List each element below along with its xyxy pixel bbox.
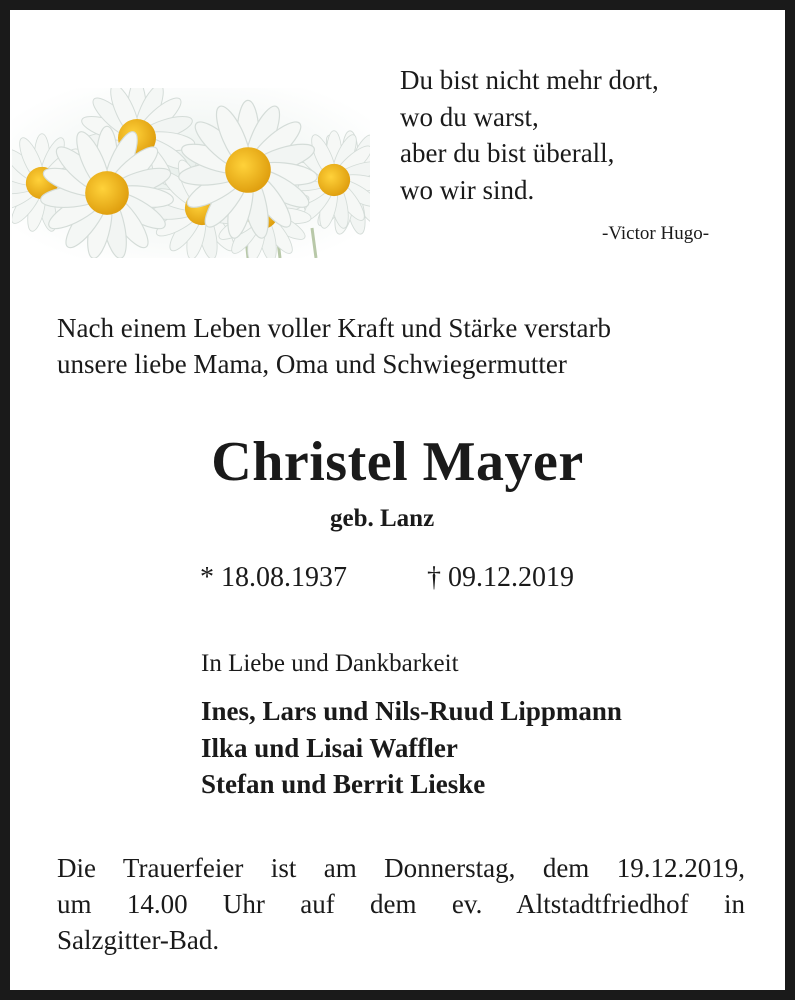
quote-line: aber du bist überall, bbox=[400, 138, 615, 168]
intro-text bbox=[57, 310, 611, 382]
death-date: † 09.12.2019 bbox=[427, 562, 574, 593]
funeral-line: Salzgitter-Bad. bbox=[57, 925, 220, 955]
mourner-name: Ines, Lars und Nils-Ruud Lippmann bbox=[201, 696, 622, 726]
deceased-name: Christel Mayer bbox=[211, 431, 584, 493]
mourners-list bbox=[201, 693, 622, 803]
maiden-name: geb. Lanz bbox=[330, 505, 435, 532]
mourner-name: Ilka und Lisai Waffler bbox=[201, 732, 458, 763]
quote-line: wo du warst, bbox=[400, 101, 539, 132]
birth-date: * 18.08.1937 bbox=[200, 562, 347, 593]
funeral-line: um 14.00 Uhr auf dem ev. Altstadtfriedhof in bbox=[57, 889, 745, 919]
funeral-line: Die Trauerfeier ist am Donnerstag, dem 19.12.2019, bbox=[57, 853, 745, 883]
intro-line: Nach einem Leben voller Kraft und Stärke verstarb bbox=[57, 313, 612, 343]
mourners-heading: In Liebe und Dankbarkeit bbox=[201, 650, 459, 677]
quote bbox=[400, 62, 659, 208]
quote-author: -Victor Hugo- bbox=[602, 223, 710, 244]
quote-line: wo wir sind. bbox=[400, 174, 535, 205]
mourner-name: Stefan und Berrit Lieske bbox=[201, 769, 486, 799]
funeral-info bbox=[57, 850, 745, 958]
intro-line: unsere liebe Mama, Oma und Schwiegermutter bbox=[57, 349, 567, 379]
daisy-flowers-image bbox=[12, 88, 370, 258]
quote-line: Du bist nicht mehr dort, bbox=[400, 65, 659, 95]
